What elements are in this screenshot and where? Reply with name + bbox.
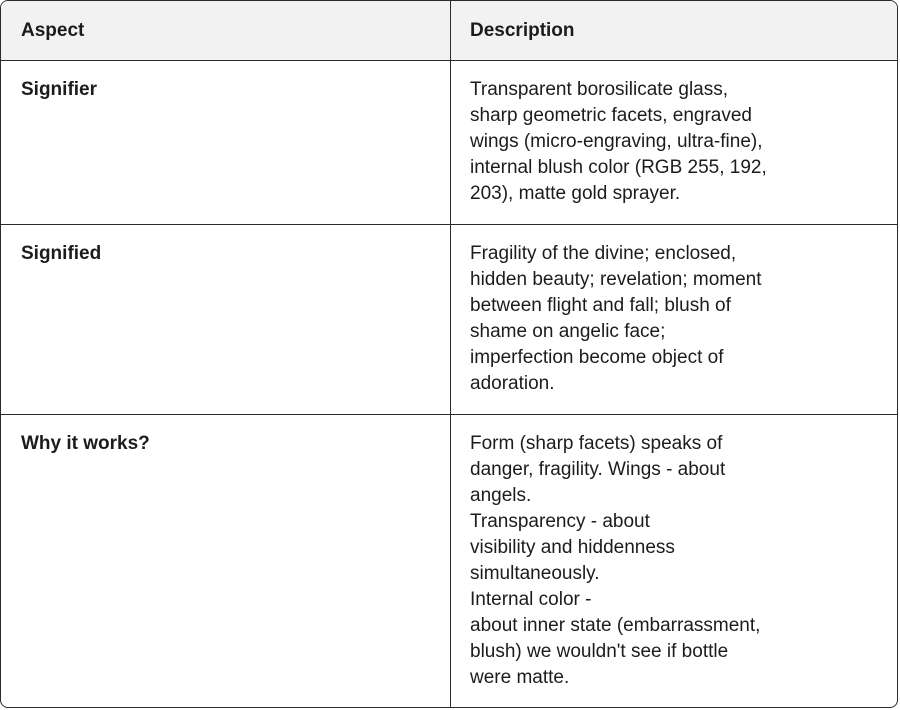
table-row [1,225,897,415]
table-row [1,415,897,708]
header-description: Description [470,20,575,41]
table-row [1,61,897,225]
header-aspect: Aspect [1,1,451,60]
row-description-signified [451,225,897,414]
row-description-signifier [451,61,897,224]
table-header-row [1,1,897,61]
row-aspect-signified: Signified [1,225,451,414]
description-text: Fragility of the divine; enclosed, hidden beauty; revelation; moment between flight and fall; blush of shame on angelic face; imperfection become object of adoration. [470,243,762,394]
description-text: Form (sharp facets) speaks of danger, fragility. Wings - about angels. Transparency - about visibility and hiddenness simultaneously. Internal color - about inner state (embarrassment, blush) we wouldn't see if bottle were matte. [470,433,761,688]
row-aspect-why-it-works: Why it works? [1,415,451,708]
description-text: Transparent borosilicate glass, sharp geometric facets, engraved wings (micro-engraving, ultra-fine), internal blush color (RGB 255, 192, 203), matte gold sprayer. [470,79,767,204]
row-aspect-signifier: Signifier [1,61,451,224]
row-description-why-it-works [451,415,897,708]
